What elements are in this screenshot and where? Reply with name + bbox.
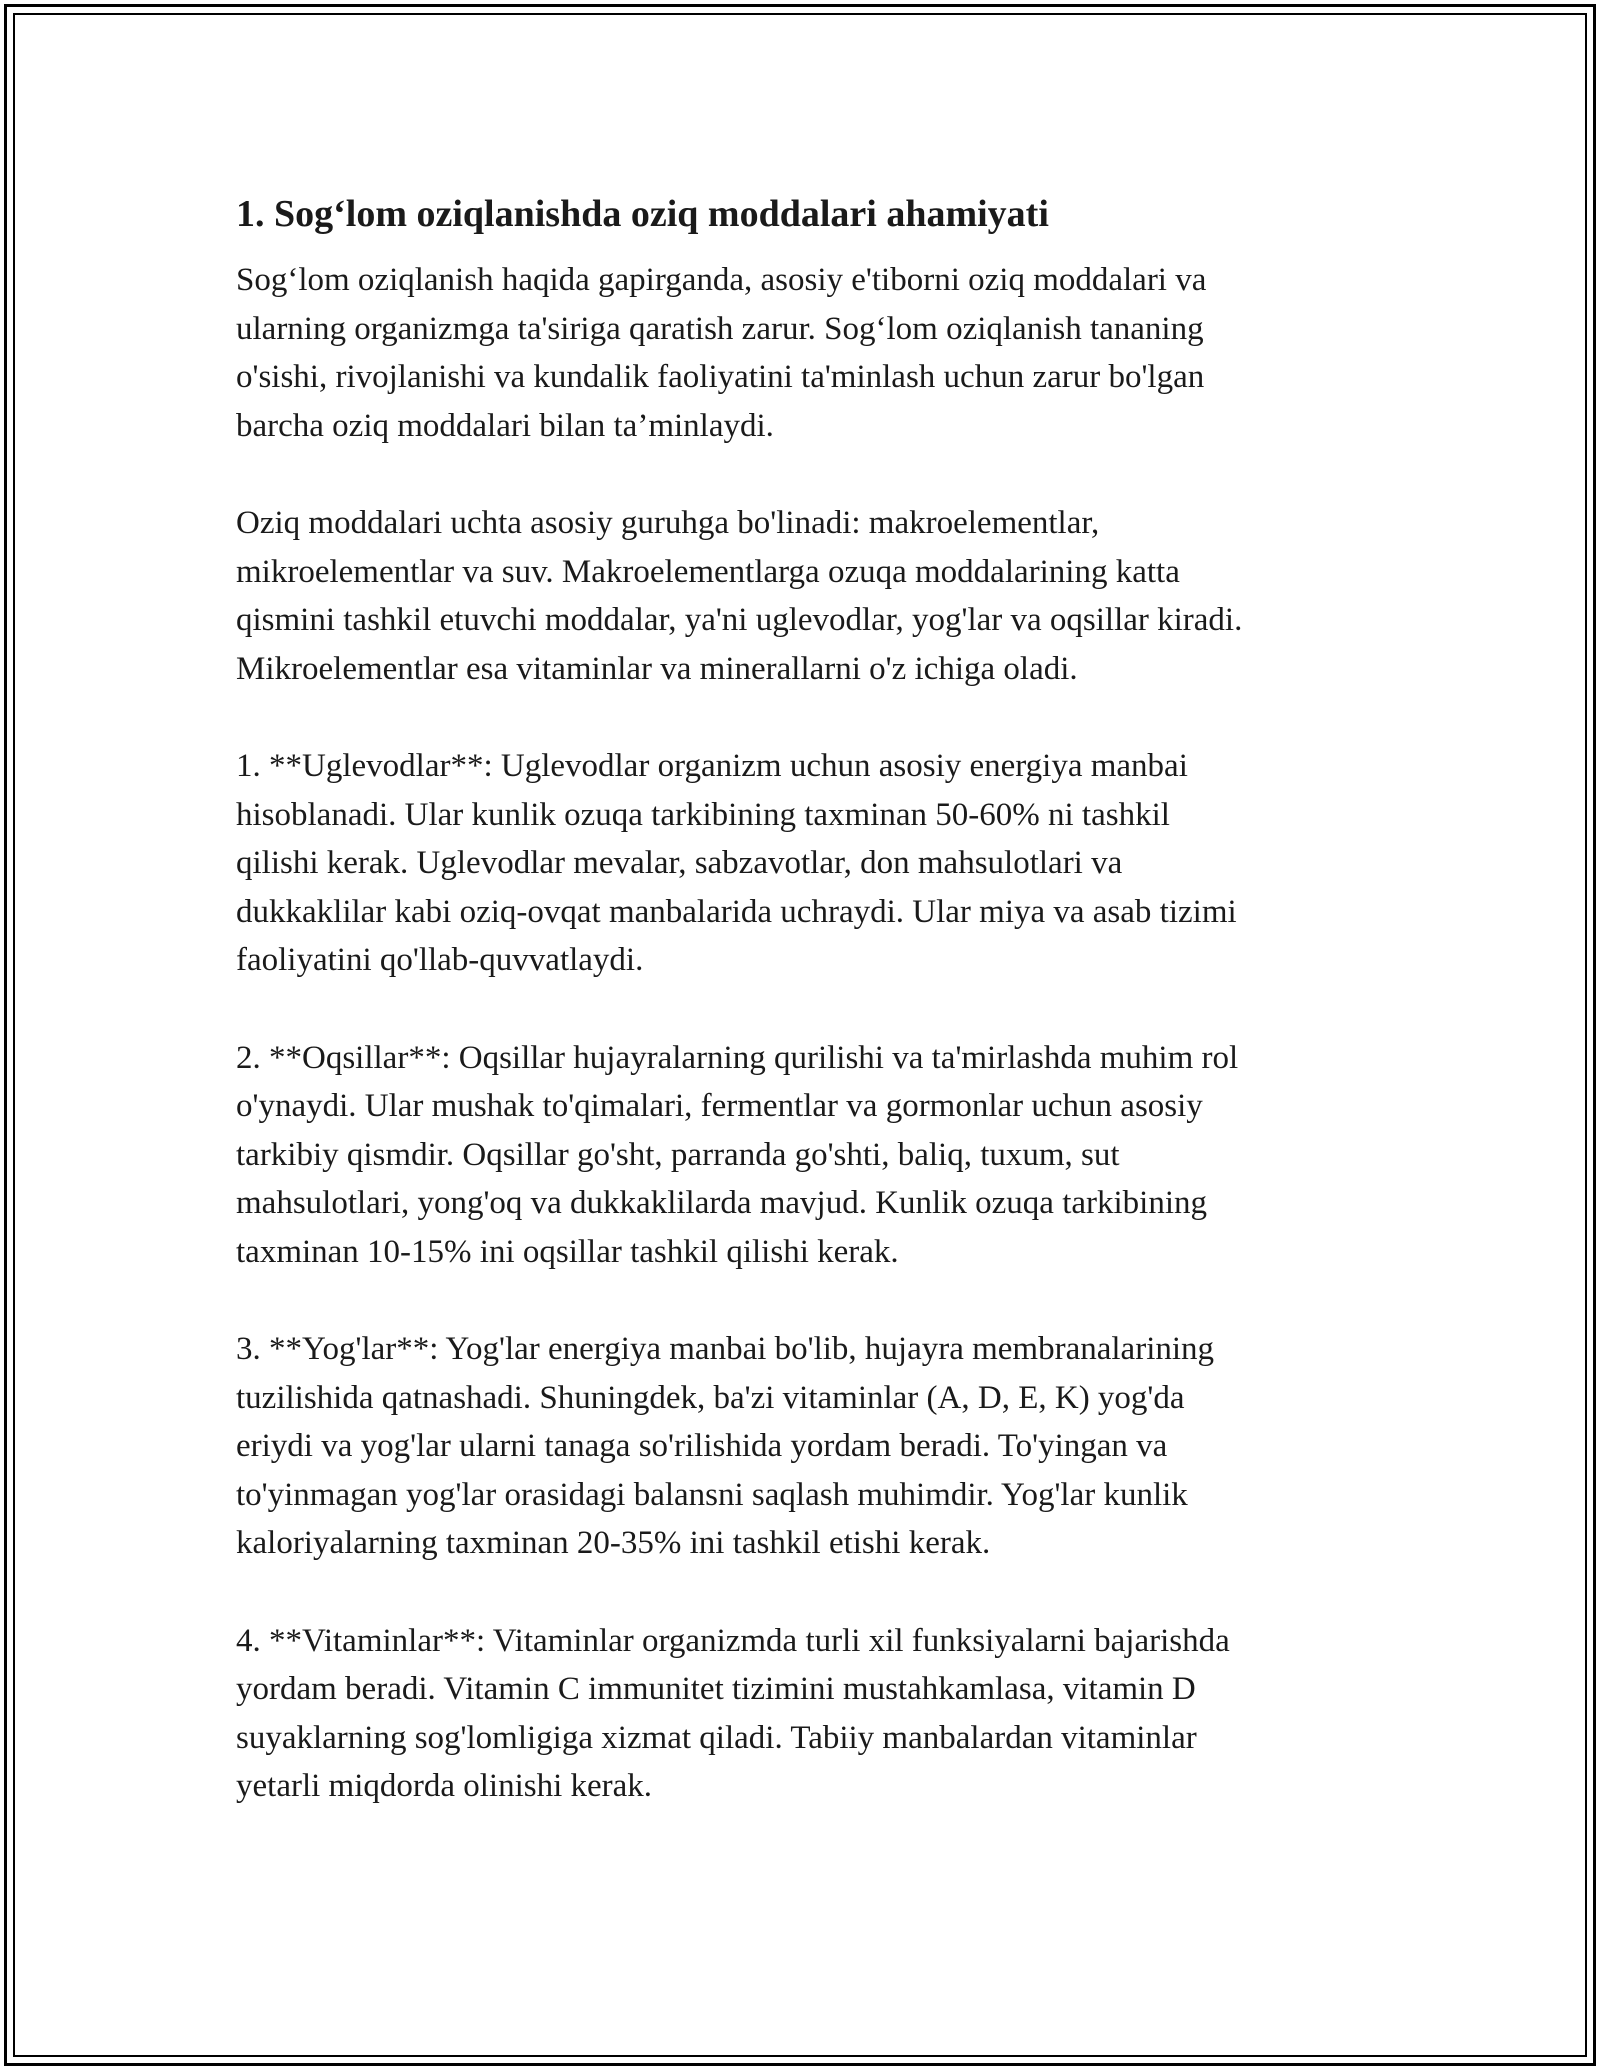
intro-paragraph: Sog‘lom oziqlanish haqida gapirganda, asosiy e'tiborni oziq moddalari va ularning organizmga ta'siriga qaratish zarur. Sog‘lom oziqlanish tananing o'sishi, rivojlanishi va kundalik faoliyatini ta'minlash uchun zarur bo'lgan barcha oziq moddalari bilan ta’minlaydi. bbox=[236, 262, 1207, 444]
carbohydrates-paragraph: 1. **Uglevodlar**: Uglevodlar organizm uchun asosiy energiya manbai hisoblanadi. Ular kunlik ozuqa tarkibining taxminan 50-60% ni tashkil qilishi kerak. Uglevodlar mevalar, sabzavotlar, don mahsulotlari va dukkaklilar kabi oziq-ovqat manbalarida uchraydi. Ular miya va asab tizimi faoliyatini qo'llab-quvvatlaydi. bbox=[236, 747, 1237, 979]
fats-paragraph: 3. **Yog'lar**: Yog'lar energiya manbai bo'lib, hujayra membranalarining tuzilishida qatnashadi. Shuningdek, ba'zi vitaminlar (A, D, E, K) yog'da eriydi va yog'lar ularni tanaga so'rilishida yordam beradi. To'yingan va to'yinmagan yog'lar orasidagi balansni saqlash muhimdir. Yog'lar kunlik kaloriyalarning taxminan 20-35% ini tashkil etishi kerak. bbox=[236, 1331, 1215, 1562]
section-heading: 1. Sog‘lom oziqlanishda oziq moddalari ahamiyati bbox=[236, 193, 1049, 235]
document-body bbox=[236, 186, 1376, 1860]
vitamins-paragraph: 4. **Vitaminlar**: Vitaminlar organizmda turli xil funksiyalarni bajarishda yordam beradi. Vitamin C immunitet tizimini mustahkamlasa, vitamin D suyaklarning sog'lomligiga xizmat qiladi. Tabiiy manbalardan vitaminlar yetarli miqdorda olinishi kerak. bbox=[236, 1622, 1230, 1805]
nutrient-groups-paragraph: Oziq moddalari uchta asosiy guruhga bo'linadi: makroelementlar, mikroelementlar va suv. Makroelementlarga ozuqa moddalarining katta qismini tashkil etuvchi moddalar, ya'ni uglevodlar, yog'lar va oqsillar kiradi. Mikroelementlar esa vitaminlar va minerallarni o'z ichiga oladi. bbox=[236, 504, 1243, 687]
proteins-paragraph: 2. **Oqsillar**: Oqsillar hujayralarning qurilishi va ta'mirlashda muhim rol o'ynaydi. Ular mushak to'qimalari, fermentlar va gormonlar uchun asosiy tarkibiy qismdir. Oqsillar go'sht, parranda go'shti, baliq, tuxum, sut mahsulotlari, yong'oq va dukkaklilarda mavjud. Kunlik ozuqa tarkibining taxminan 10-15% ini oqsillar tashkil qilishi kerak. bbox=[236, 1039, 1239, 1270]
